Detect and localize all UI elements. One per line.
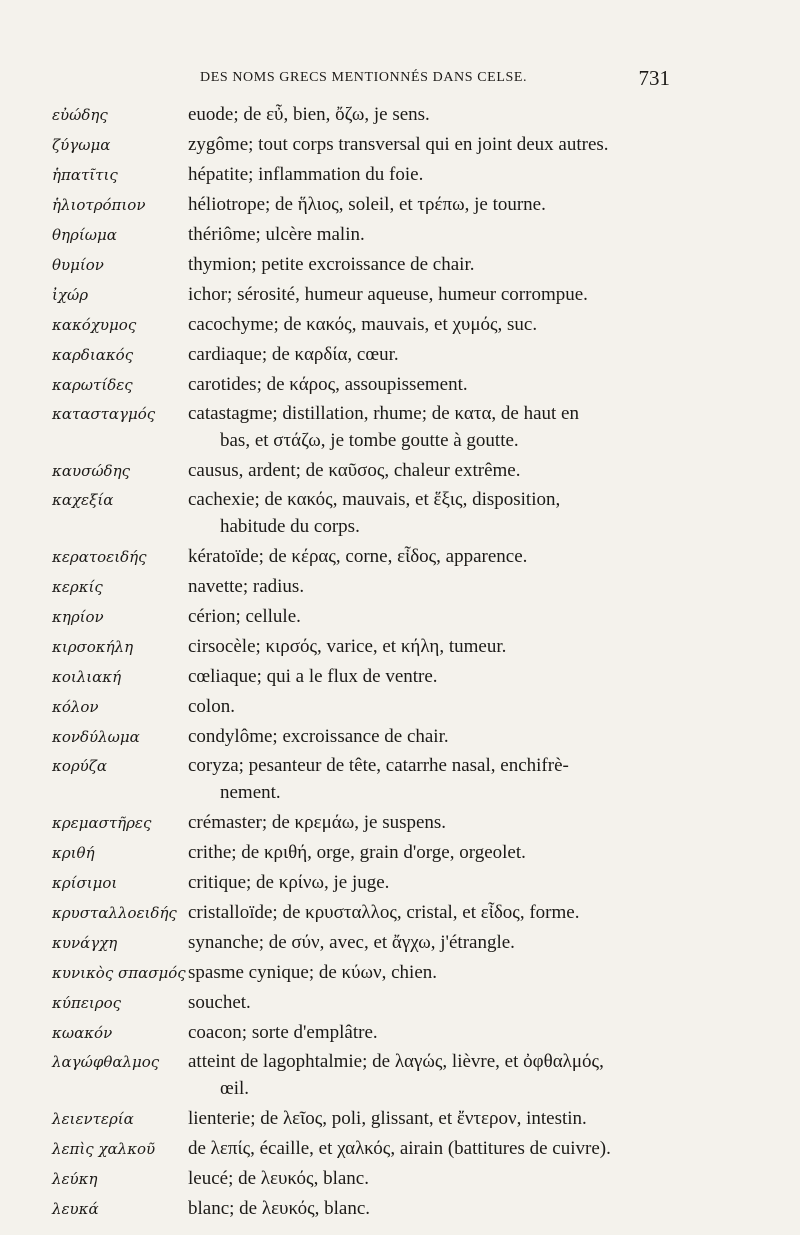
definition-line: blanc; de λευκός, blanc.	[188, 1198, 371, 1219]
definition-line: causus, ardent; de καῦσος, chaleur extrême.	[188, 460, 521, 481]
definition	[188, 1194, 668, 1223]
greek-term: κακόχυμος	[52, 316, 137, 334]
definition	[188, 868, 668, 897]
glossary-entry	[0, 160, 800, 190]
glossary-entry	[0, 280, 800, 310]
definition-line: ichor; sérosité, humeur aqueuse, humeur corrompue.	[188, 284, 588, 305]
definition-line: coacon; sorte d'emplâtre.	[188, 1022, 378, 1043]
definition	[188, 722, 668, 751]
glossary-entry	[0, 662, 800, 692]
definition	[188, 280, 668, 309]
definition-line: crithe; de κριθή, orge, grain d'orge, orgeolet.	[188, 842, 526, 863]
greek-term: λευκά	[52, 1200, 99, 1218]
definition-line: euode; de εὖ, bien, ὄζω, je sens.	[188, 104, 430, 125]
greek-term: καρωτίδες	[52, 376, 133, 394]
glossary-entry	[0, 310, 800, 340]
greek-term: ζύγωμα	[52, 136, 111, 154]
definition	[188, 928, 668, 957]
definition	[188, 1104, 668, 1133]
greek-term: ἰχώρ	[52, 286, 89, 304]
glossary-entry	[0, 632, 800, 662]
definition	[188, 100, 668, 129]
greek-term: καχεξία	[52, 491, 114, 509]
definition	[188, 542, 668, 571]
greek-term: κοιλιακή	[52, 668, 122, 686]
definition	[188, 898, 668, 927]
greek-term: κρυσταλλοειδής	[52, 904, 177, 922]
definition	[188, 1018, 668, 1047]
definition-line: lienterie; de λεῖος, poli, glissant, et ἔντερον, intestin.	[188, 1108, 587, 1129]
definition	[188, 838, 668, 867]
glossary-entry	[0, 1194, 800, 1224]
greek-term: λεύκη	[52, 1170, 98, 1188]
glossary-entry	[0, 130, 800, 160]
glossary-entry	[0, 220, 800, 250]
glossary-entry	[0, 722, 800, 752]
greek-term: κρεμαστῆρες	[52, 814, 152, 832]
greek-term: ἡλιοτρόπιον	[52, 196, 146, 214]
greek-term: ἡπατῖτις	[52, 166, 118, 184]
definition-line: crémaster; de κρεμάω, je suspens.	[188, 812, 447, 833]
glossary-entry	[0, 868, 800, 898]
definition-line: cardiaque; de καρδία, cœur.	[188, 344, 399, 365]
definition-line: spasme cynique; de κύων, chien.	[188, 962, 438, 983]
glossary-entry	[0, 340, 800, 370]
glossary-entry	[0, 486, 800, 542]
definition-continuation: œil.	[220, 1078, 250, 1099]
glossary-entry	[0, 838, 800, 868]
glossary-entry	[0, 250, 800, 280]
definition-line: zygôme; tout corps transversal qui en joint deux autres.	[188, 134, 609, 155]
definition-line: cérion; cellule.	[188, 606, 301, 627]
definition-line: synanche; de σύν, avec, et ἄγχω, j'étrangle.	[188, 932, 515, 953]
definition	[188, 602, 668, 631]
greek-term: κορύζα	[52, 757, 108, 775]
glossary-entry	[0, 1018, 800, 1048]
definition-continuation: habitude du corps.	[220, 516, 360, 537]
greek-term: κριθή	[52, 844, 95, 862]
definition	[188, 632, 668, 661]
greek-term: κύπειρος	[52, 994, 121, 1012]
definition-line: critique; de κρίνω, je juge.	[188, 872, 390, 893]
greek-term: κόλον	[52, 698, 99, 716]
definition	[188, 340, 668, 369]
glossary-entry	[0, 602, 800, 632]
definition-line: condylôme; excroissance de chair.	[188, 726, 449, 747]
glossary-list	[0, 100, 800, 1224]
glossary-entry	[0, 370, 800, 400]
greek-term: κωακόν	[52, 1024, 113, 1042]
definition	[188, 662, 668, 691]
greek-term: κονδύλωμα	[52, 728, 140, 746]
glossary-entry	[0, 1164, 800, 1194]
definition	[188, 190, 668, 219]
definition	[188, 130, 668, 159]
greek-term: κιρσοκήλη	[52, 638, 134, 656]
glossary-entry	[0, 988, 800, 1018]
glossary-entry	[0, 958, 800, 988]
definition-line: catastagme; distillation, rhume; de κατα, de haut en	[188, 403, 579, 424]
definition-line: kératoïde; de κέρας, corne, εἶδος, apparence.	[188, 546, 528, 567]
definition	[188, 160, 668, 189]
definition-line: atteint de lagophtalmie; de λαγώς, lièvre, et ὀφθαλμός,	[188, 1051, 604, 1072]
definition-line: cristalloïde; de κρυσταλλος, cristal, et εἶδος, forme.	[188, 902, 580, 923]
glossary-entry	[0, 542, 800, 572]
definition-line: cirsocèle; κιρσός, varice, et κήλη, tumeur.	[188, 636, 507, 657]
glossary-entry	[0, 100, 800, 130]
definition-line: de λεπίς, écaille, et χαλκός, airain (battitures de cuivre).	[188, 1138, 611, 1159]
glossary-entry	[0, 456, 800, 486]
definition-line: cacochyme; de κακός, mauvais, et χυμός, suc.	[188, 314, 538, 335]
definition	[188, 572, 668, 601]
glossary-entry	[0, 1048, 800, 1104]
greek-term: κατασταγμός	[52, 405, 156, 423]
definition-continuation: nement.	[220, 782, 281, 803]
definition-line: leucé; de λευκός, blanc.	[188, 1168, 369, 1189]
definition-line: hépatite; inflammation du foie.	[188, 164, 424, 185]
definition-line: coryza; pesanteur de tête, catarrhe nasal, enchifrè-	[188, 755, 569, 776]
greek-term: κερατοειδής	[52, 548, 147, 566]
glossary-entry	[0, 692, 800, 722]
definition	[188, 988, 668, 1017]
glossary-entry	[0, 928, 800, 958]
page-header	[60, 68, 680, 92]
definition	[188, 250, 668, 279]
definition	[188, 1164, 668, 1193]
definition	[188, 370, 668, 399]
definition	[188, 958, 668, 987]
glossary-entry	[0, 752, 800, 808]
definition-line: thymion; petite excroissance de chair.	[188, 254, 475, 275]
greek-term: θυμίον	[52, 256, 104, 274]
definition-line: colon.	[188, 696, 235, 717]
definition	[188, 486, 668, 540]
definition-line: navette; radius.	[188, 576, 305, 597]
definition-line: carotides; de κάρος, assoupissement.	[188, 374, 468, 395]
definition-line: souchet.	[188, 992, 251, 1013]
greek-term: εὐώδης	[52, 106, 108, 124]
glossary-entry	[0, 572, 800, 602]
definition	[188, 1048, 668, 1102]
greek-term: λεπὶς χαλκοῦ	[52, 1140, 156, 1158]
greek-term: κερκίς	[52, 578, 103, 596]
definition-line: cœliaque; qui a le flux de ventre.	[188, 666, 438, 687]
glossary-entry	[0, 808, 800, 838]
definition-continuation: bas, et στάζω, je tombe goutte à goutte.	[220, 430, 519, 451]
definition	[188, 400, 668, 454]
page-number: 731	[638, 66, 670, 90]
definition	[188, 752, 668, 806]
glossary-entry	[0, 190, 800, 220]
glossary-entry	[0, 1134, 800, 1164]
greek-term: κυνάγχη	[52, 934, 118, 952]
definition	[188, 220, 668, 249]
glossary-entry	[0, 1104, 800, 1134]
greek-term: καρδιακός	[52, 346, 134, 364]
glossary-entry	[0, 400, 800, 456]
definition	[188, 692, 668, 721]
definition-line: héliotrope; de ἥλιος, soleil, et τρέπω, je tourne.	[188, 194, 546, 215]
definition-line: thériôme; ulcère malin.	[188, 224, 365, 245]
glossary-entry	[0, 898, 800, 928]
running-title: DES NOMS GRECS MENTIONNÉS DANS CELSE.	[200, 70, 528, 85]
greek-term: κυνικὸς σπασμός	[52, 964, 186, 982]
definition	[188, 1134, 668, 1163]
definition	[188, 456, 668, 485]
definition	[188, 310, 668, 339]
definition-line: cachexie; de κακός, mauvais, et ἕξις, disposition,	[188, 489, 561, 510]
greek-term: κρίσιμοι	[52, 874, 118, 892]
greek-term: κηρίον	[52, 608, 104, 626]
greek-term: καυσώδης	[52, 462, 130, 480]
greek-term: λαγώφθαλμος	[52, 1053, 160, 1071]
definition	[188, 808, 668, 837]
greek-term: θηρίωμα	[52, 226, 117, 244]
greek-term: λειεντερία	[52, 1110, 134, 1128]
